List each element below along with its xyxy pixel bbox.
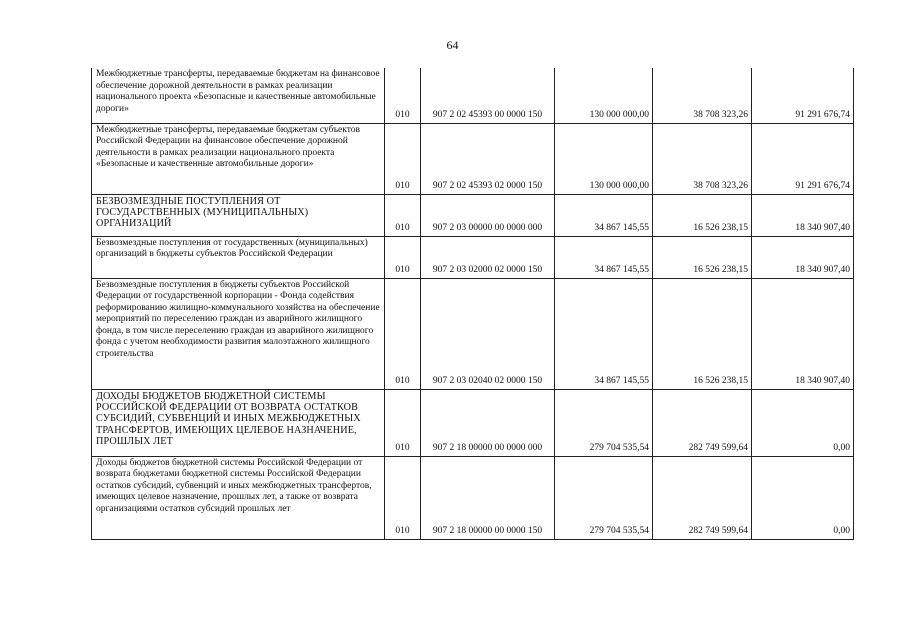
row-executed-cell: 16 526 238,15 (653, 278, 752, 389)
table-row (92, 236, 854, 278)
row-executed-cell: 16 526 238,15 (653, 236, 752, 278)
row-unexecuted-cell: 0,00 (752, 456, 854, 539)
row-name-cell: Безвозмездные поступления в бюджеты субъектов Российской Федерации от государственной корпорации - Фонда содействия реформированию жилищно-коммунального хозяйства на обеспечение мероприятий по переселению граждан из аварийного жилищного фонда, в том числе переселению граждан из аварийного жилищного фонда с учетом необходимости развития малоэтажного жилищного строительства (92, 278, 385, 389)
table-row (92, 123, 854, 194)
row-name-cell: ДОХОДЫ БЮДЖЕТОВ БЮДЖЕТНОЙ СИСТЕМЫ РОССИЙСКОЙ ФЕДЕРАЦИИ ОТ ВОЗВРАТА ОСТАТКОВ СУБСИДИЙ, СУБВЕНЦИЙ И ИНЫХ МЕЖБЮДЖЕТНЫХ ТРАНСФЕРТОВ, ИМЕЮЩИХ ЦЕЛЕВОЕ НАЗНАЧЕНИЕ, ПРОШЛЫХ ЛЕТ (92, 389, 385, 456)
row-code-cell: 010 (385, 68, 421, 123)
row-kbk-cell: 907 2 02 45393 00 0000 150 (421, 68, 555, 123)
row-approved-cell: 130 000 000,00 (555, 68, 653, 123)
row-code-cell: 010 (385, 456, 421, 539)
row-executed-cell: 282 749 599,64 (653, 456, 752, 539)
table-row (92, 456, 854, 539)
row-kbk-cell: 907 2 03 02040 02 0000 150 (421, 278, 555, 389)
row-code-cell: 010 (385, 123, 421, 194)
table-row (92, 194, 854, 236)
budget-revenue-table (91, 68, 854, 540)
row-executed-cell: 38 708 323,26 (653, 123, 752, 194)
row-unexecuted-cell: 18 340 907,40 (752, 236, 854, 278)
row-approved-cell: 34 867 145,55 (555, 194, 653, 236)
row-approved-cell: 279 704 535,54 (555, 456, 653, 539)
table-row (92, 68, 854, 123)
row-kbk-cell: 907 2 02 45393 02 0000 150 (421, 123, 555, 194)
row-name-cell: Доходы бюджетов бюджетной системы Российской Федерации от возврата бюджетами бюджетной системы Российской Федерации остатков субсидий, субвенций и иных межбюджетных трансфертов, имеющих целевое назначение, прошлых лет, а также от возврата организациями остатков субсидий прошлых лет (92, 456, 385, 539)
row-unexecuted-cell: 91 291 676,74 (752, 68, 854, 123)
row-unexecuted-cell: 18 340 907,40 (752, 194, 854, 236)
row-code-cell: 010 (385, 278, 421, 389)
row-name-cell: БЕЗВОЗМЕЗДНЫЕ ПОСТУПЛЕНИЯ ОТ ГОСУДАРСТВЕННЫХ (МУНИЦИПАЛЬНЫХ) ОРГАНИЗАЦИЙ (92, 194, 385, 236)
row-kbk-cell: 907 2 03 00000 00 0000 000 (421, 194, 555, 236)
row-approved-cell: 34 867 145,55 (555, 236, 653, 278)
page-number: 64 (446, 38, 459, 52)
row-unexecuted-cell: 91 291 676,74 (752, 123, 854, 194)
row-code-cell: 010 (385, 236, 421, 278)
row-approved-cell: 130 000 000,00 (555, 123, 653, 194)
row-code-cell: 010 (385, 389, 421, 456)
row-name-cell: Межбюджетные трансферты, передаваемые бюджетам субъектов Российской Федерации на финансовое обеспечение дорожной деятельности в рамках реализации национального проекта «Безопасные и качественные автомобильные дороги» (92, 123, 385, 194)
row-kbk-cell: 907 2 18 00000 00 0000 000 (421, 389, 555, 456)
row-unexecuted-cell: 18 340 907,40 (752, 278, 854, 389)
row-name-cell: Безвозмездные поступления от государственных (муниципальных) организаций в бюджеты субъектов Российской Федерации (92, 236, 385, 278)
row-name-cell: Межбюджетные трансферты, передаваемые бюджетам на финансовое обеспечение дорожной деятельности в рамках реализации национального проекта «Безопасные и качественные автомобильные дороги» (92, 68, 385, 123)
row-approved-cell: 34 867 145,55 (555, 278, 653, 389)
row-code-cell: 010 (385, 194, 421, 236)
row-unexecuted-cell: 0,00 (752, 389, 854, 456)
row-kbk-cell: 907 2 18 00000 00 0000 150 (421, 456, 555, 539)
row-kbk-cell: 907 2 03 02000 02 0000 150 (421, 236, 555, 278)
row-executed-cell: 16 526 238,15 (653, 194, 752, 236)
row-executed-cell: 38 708 323,26 (653, 68, 752, 123)
row-executed-cell: 282 749 599,64 (653, 389, 752, 456)
row-approved-cell: 279 704 535,54 (555, 389, 653, 456)
table-row (92, 389, 854, 456)
table-row (92, 278, 854, 389)
